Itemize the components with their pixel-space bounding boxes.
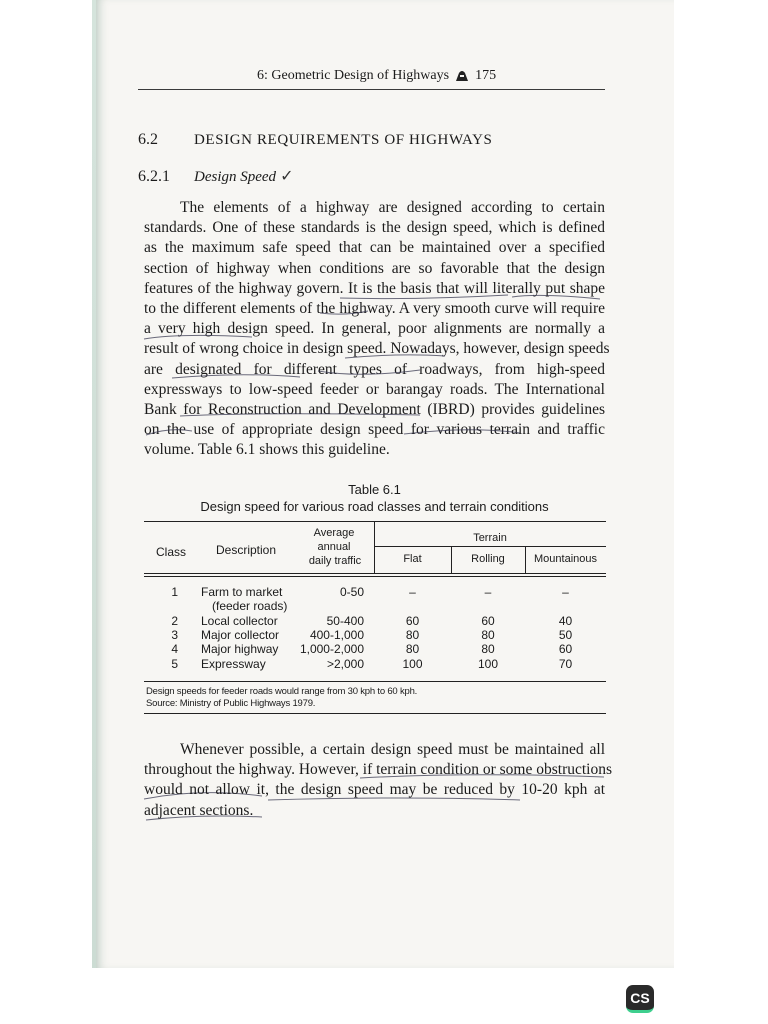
table-top-rule bbox=[144, 521, 606, 522]
cell-flat: 80 bbox=[405, 628, 420, 642]
text-line: would not allow it, the design speed may be reduced by 10-20 kph at bbox=[144, 781, 605, 799]
cell-traffic: 50-400 bbox=[326, 614, 364, 628]
running-head bbox=[257, 68, 577, 84]
table-bottom-rule bbox=[144, 681, 606, 682]
text-line: standards. One of these standards is the design speed, which is defined bbox=[144, 219, 605, 237]
header-bottom-rule-double bbox=[144, 576, 606, 577]
header-description: Description bbox=[216, 543, 277, 557]
notes-bottom-rule bbox=[144, 713, 606, 714]
cell-mountainous: 60 bbox=[558, 642, 573, 656]
section-title: DESIGN REQUIREMENTS OF HIGHWAYS bbox=[194, 132, 493, 148]
cell-mountainous: – bbox=[562, 585, 569, 599]
road-cone-icon bbox=[455, 70, 469, 82]
header-traffic-line3: daily traffic bbox=[308, 555, 362, 567]
text-line: a very high design speed. In general, poor alignments are normally a bbox=[144, 320, 605, 338]
text-line: result of wrong choice in design speed. Nowadays, however, design speeds bbox=[144, 340, 610, 358]
cell-description: Expressway bbox=[201, 657, 266, 671]
paragraph-speed-reduction bbox=[144, 740, 613, 821]
text-line: to the different elements of the highway. A very smooth curve will require bbox=[144, 300, 605, 318]
header-flat: Flat bbox=[403, 553, 422, 565]
subsection-number: 6.2.1 bbox=[138, 168, 170, 185]
cell-description: (feeder roads) bbox=[212, 599, 288, 613]
header-traffic-line2: annual bbox=[317, 541, 351, 553]
text-line: as the maximum safe speed that can be maintained over a specified bbox=[144, 239, 605, 257]
cell-class: 3 bbox=[171, 628, 178, 642]
cell-rolling: 100 bbox=[477, 657, 499, 671]
cell-description: Major collector bbox=[201, 628, 280, 642]
header-traffic-line1: Average bbox=[313, 527, 355, 539]
text-line: features of the highway govern. It is the basis that will literally put shape bbox=[144, 279, 605, 297]
subsection-title: Design Speed bbox=[194, 169, 277, 185]
cell-traffic: >2,000 bbox=[326, 657, 364, 671]
cell-flat: 100 bbox=[402, 657, 423, 671]
cell-mountainous: 50 bbox=[558, 628, 573, 642]
text-line: Whenever possible, a certain design speed must be maintained all bbox=[180, 741, 605, 758]
cell-mountainous: 40 bbox=[558, 614, 573, 628]
text-line: volume. Table 6.1 shows this guideline. bbox=[144, 441, 390, 459]
header-class: Class bbox=[156, 545, 187, 559]
header-mountainous: Mountainous bbox=[534, 553, 597, 565]
terrain-rule bbox=[374, 546, 606, 547]
cell-flat: 80 bbox=[405, 642, 420, 656]
cell-rolling: 60 bbox=[481, 614, 495, 628]
scanner-app-logo: CS bbox=[626, 985, 654, 1013]
cell-traffic: 400-1,000 bbox=[309, 628, 364, 642]
cell-class: 1 bbox=[171, 585, 178, 599]
cell-flat: – bbox=[409, 585, 416, 599]
text-line: The elements of a highway are designed according to certain bbox=[180, 199, 605, 216]
text-line: section of highway when conditions are so favorable that the design bbox=[144, 259, 605, 277]
text-line: adjacent sections. bbox=[144, 801, 254, 819]
text-line: are designated for different types of roadways, from high-speed bbox=[144, 360, 605, 378]
table-note: Design speeds for feeder roads would range from 30 kph to 60 kph. bbox=[146, 686, 418, 697]
header-rolling: Rolling bbox=[471, 553, 505, 565]
text-line: expressways to low-speed feeder or barangay roads. The International bbox=[144, 380, 605, 398]
table-caption-title: Design speed for various road classes and terrain conditions bbox=[200, 499, 549, 514]
cell-class: 4 bbox=[171, 642, 178, 656]
table-caption-number: Table 6.1 bbox=[348, 482, 401, 497]
cell-rolling: 80 bbox=[481, 642, 495, 656]
header-terrain: Terrain bbox=[473, 532, 507, 544]
paragraph-design-speed bbox=[144, 198, 610, 461]
cell-description: Major highway bbox=[201, 642, 279, 656]
text-line: Bank for Reconstruction and Development (IBRD) provides guidelines bbox=[144, 401, 605, 419]
text-line: throughout the highway. However, if terrain condition or some obstructions bbox=[144, 761, 613, 779]
handwritten-check-mark: ✓ bbox=[280, 168, 294, 185]
text-line: on the use of appropriate design speed for various terrain and traffic bbox=[144, 421, 605, 439]
cell-class: 2 bbox=[171, 614, 178, 628]
section-heading bbox=[138, 131, 492, 149]
cell-rolling: – bbox=[484, 585, 492, 599]
section-number: 6.2 bbox=[138, 131, 158, 148]
cell-description: Farm to market bbox=[201, 585, 283, 599]
cell-class: 5 bbox=[171, 657, 178, 671]
subsection-heading bbox=[138, 166, 293, 186]
cell-mountainous: 70 bbox=[558, 657, 573, 671]
table-source: Source: Ministry of Public Highways 1979. bbox=[146, 698, 316, 709]
cell-traffic: 1,000-2,000 bbox=[299, 642, 364, 656]
cell-traffic: 0-50 bbox=[339, 585, 364, 599]
table-notes bbox=[146, 686, 606, 710]
cell-description: Local collector bbox=[201, 614, 278, 628]
header-rule bbox=[138, 89, 605, 90]
header-bottom-rule bbox=[144, 573, 606, 574]
cell-flat: 60 bbox=[405, 614, 420, 628]
cell-rolling: 80 bbox=[481, 628, 495, 642]
page-number: 175 bbox=[475, 68, 497, 83]
running-head-title: 6: Geometric Design of Highways bbox=[257, 68, 450, 83]
